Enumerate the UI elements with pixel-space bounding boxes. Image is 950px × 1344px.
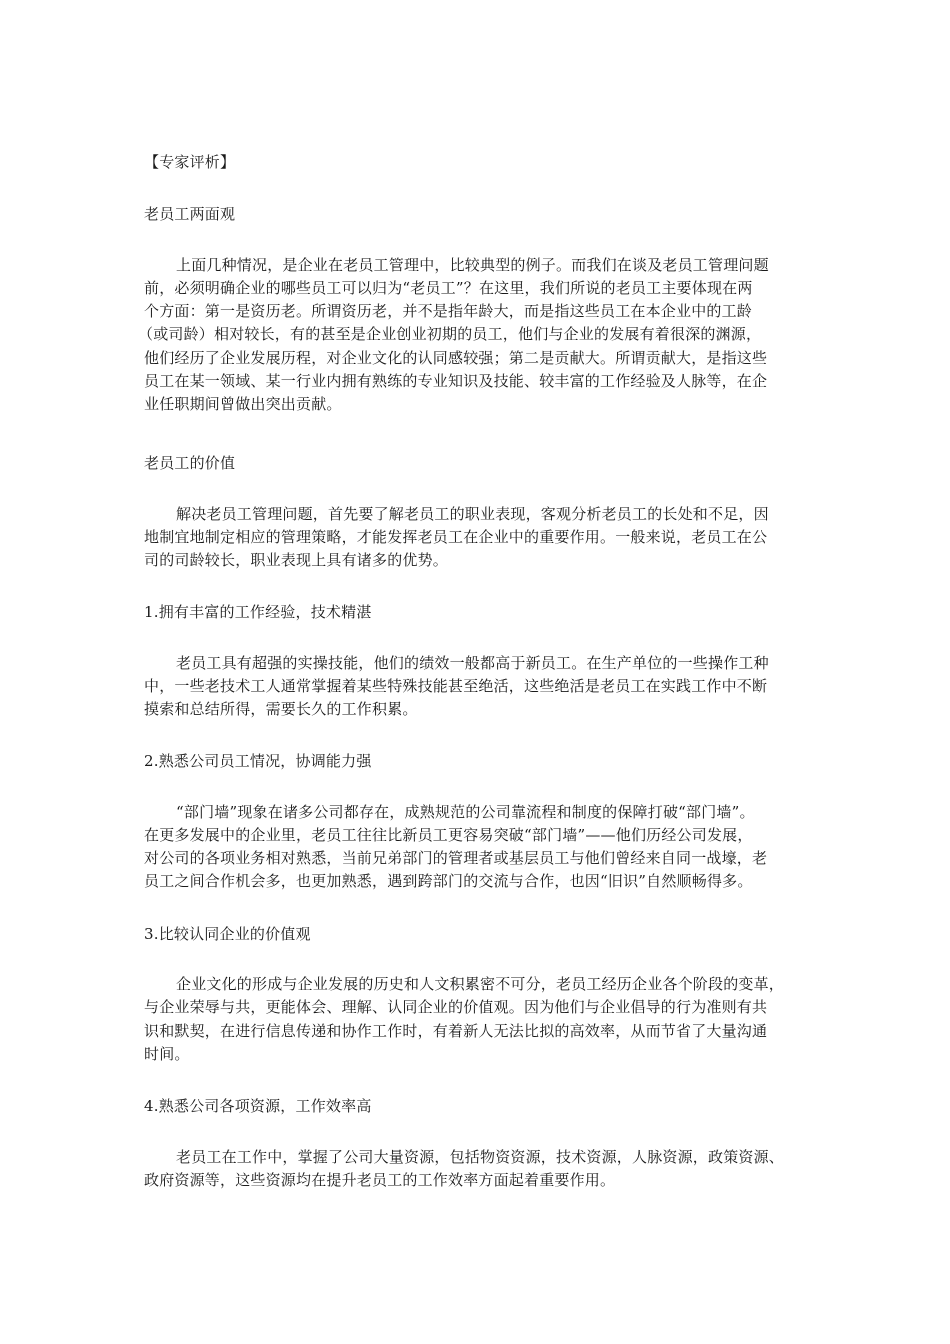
- paragraph-line: 业任职期间曾做出突出贡献。: [144, 395, 342, 413]
- paragraph-line: 政府资源等，这些资源均在提升老员工的工作效率方面起着重要作用。: [144, 1171, 616, 1189]
- paragraph-line: 员工在某一领域、某一行业内拥有熟练的专业知识及技能、较丰富的工作经验及人脉等，在企: [144, 372, 768, 390]
- paragraph-line: 企业文化的形成与企业发展的历史和人文积累密不可分，老员工经历企业各个阶段的变革，: [176, 975, 785, 993]
- paragraph-line: 前，必须明确企业的哪些员工可以归为“老员工”？在这里，我们所说的老员工主要体现在两: [144, 279, 753, 297]
- paragraph-line: 识和默契，在进行信息传递和协作工作时，有着新人无法比拟的高效率，从而节省了大量沟通: [144, 1022, 768, 1040]
- list-item-title-4: 4.熟悉公司各项资源，工作效率高: [144, 1097, 372, 1115]
- paragraph-line: 摸索和总结所得，需要长久的工作积累。: [144, 700, 418, 718]
- section-title-two-views: 老员工两面观: [144, 205, 236, 223]
- paragraph-line: 解决老员工管理问题，首先要了解老员工的职业表现，客观分析老员工的长处和不足，因: [176, 505, 769, 523]
- section-title-value: 老员工的价值: [144, 454, 236, 472]
- paragraph-line: 员工之间合作机会多，也更加熟悉，遇到跨部门的交流与合作，也因“旧识”自然顺畅得多。: [144, 872, 753, 890]
- paragraph-line: 老员工在工作中，掌握了公司大量资源，包括物资资源，技术资源，人脉资源，政策资源、: [176, 1148, 785, 1166]
- list-item-title-2: 2.熟悉公司员工情况，协调能力强: [144, 752, 372, 770]
- paragraph-line: 他们经历了企业发展历程，对企业文化的认同感较强；第二是贡献大。所谓贡献大，是指这些: [144, 349, 768, 367]
- paragraph-line: （或司龄）相对较长，有的甚至是企业创业初期的员工，他们与企业的发展有着很深的渊源，: [138, 325, 762, 343]
- paragraph-line: 在更多发展中的企业里，老员工往往比新员工更容易突破“部门墙”——他们历经公司发展，: [144, 826, 753, 844]
- expert-review-tag: 【专家评析】: [144, 153, 236, 171]
- paragraph-line: 时间。: [144, 1045, 190, 1063]
- list-item-title-1: 1.拥有丰富的工作经验，技术精湛: [144, 603, 372, 621]
- list-item-title-3: 3.比较认同企业的价值观: [144, 925, 311, 943]
- paragraph-line: 老员工具有超强的实操技能，他们的绩效一般都高于新员工。在生产单位的一些操作工种: [176, 654, 769, 672]
- paragraph-line: 地制宜地制定相应的管理策略，才能发挥老员工在企业中的重要作用。一般来说，老员工在公: [144, 528, 768, 546]
- paragraph-line: 对公司的各项业务相对熟悉，当前兄弟部门的管理者或基层员工与他们曾经来自同一战壕，老: [144, 849, 768, 867]
- paragraph-line: 上面几种情况，是企业在老员工管理中，比较典型的例子。而我们在谈及老员工管理问题: [176, 256, 769, 274]
- paragraph-line: 中，一些老技术工人通常掌握着某些特殊技能甚至绝活，这些绝活是老员工在实践工作中不断: [144, 677, 768, 695]
- paragraph-line: 与企业荣辱与共，更能体会、理解、认同企业的价值观。因为他们与企业倡导的行为准则有共: [144, 998, 768, 1016]
- paragraph-line: 个方面：第一是资历老。所谓资历老，并不是指年龄大，而是指这些员工在本企业中的工龄: [144, 302, 753, 320]
- paragraph-line: 司的司龄较长，职业表现上具有诸多的优势。: [144, 551, 449, 569]
- paragraph-line: “部门墙”现象在诸多公司都存在，成熟规范的公司靠流程和制度的保障打破“部门墙”。: [176, 803, 755, 821]
